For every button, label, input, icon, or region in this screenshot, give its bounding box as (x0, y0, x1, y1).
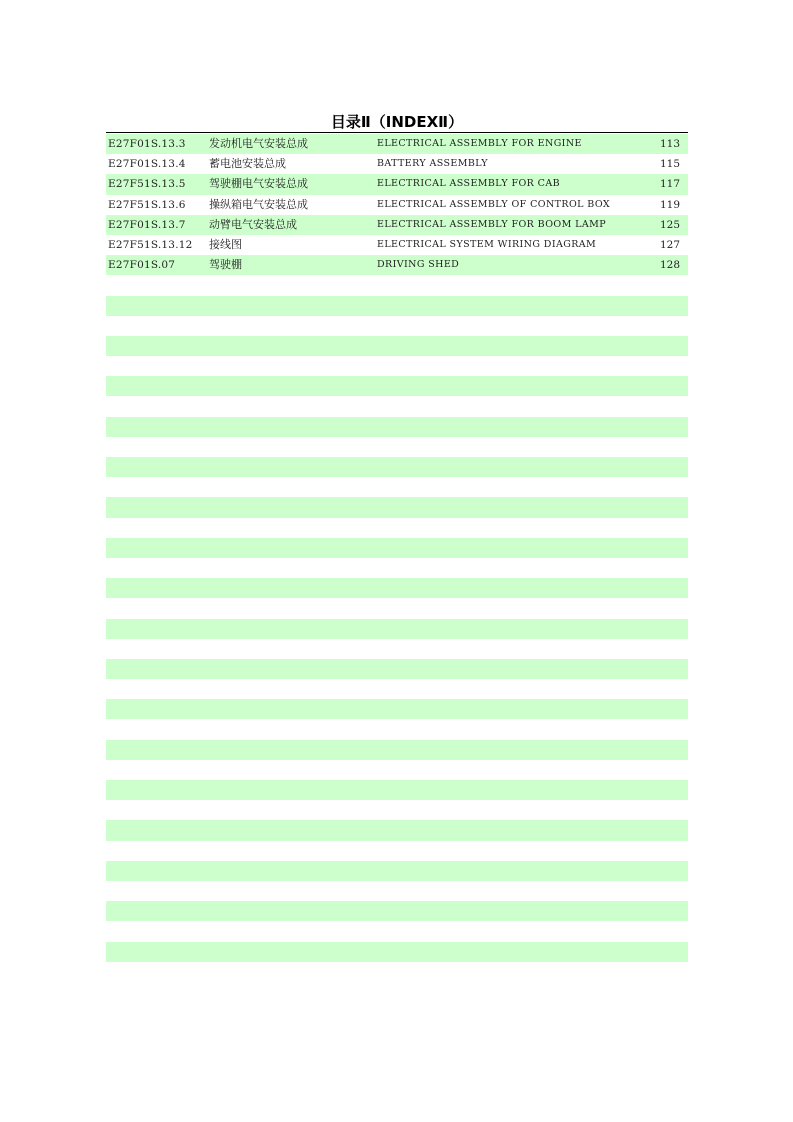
chinese-title: 操纵箱电气安装总成 (209, 197, 308, 211)
drawing-code: E27F01S.13.4 (108, 158, 186, 171)
drawing-code: E27F51S.13.12 (108, 238, 193, 251)
page-number: 119 (659, 198, 680, 211)
empty-row (106, 800, 688, 820)
table-row (106, 215, 688, 235)
english-title: ELECTRICAL ASSEMBLY FOR ENGINE (377, 138, 582, 149)
page-number: 115 (659, 158, 680, 171)
empty-row (106, 497, 688, 517)
page-number: 125 (659, 218, 680, 231)
empty-row (106, 942, 688, 962)
empty-row (106, 396, 688, 416)
english-title: ELECTRICAL ASSEMBLY FOR CAB (377, 178, 560, 190)
drawing-code: E27F01S.13.7 (108, 218, 186, 231)
empty-row (106, 437, 688, 457)
empty-row (106, 457, 688, 477)
empty-row (106, 336, 688, 356)
empty-row (106, 417, 688, 437)
empty-row (106, 861, 688, 881)
empty-row (106, 841, 688, 861)
empty-row (106, 921, 688, 941)
english-title: BATTERY ASSEMBLY (377, 158, 488, 170)
empty-row (106, 780, 688, 800)
empty-row (106, 598, 688, 618)
empty-row (106, 356, 688, 376)
drawing-code: E27F01S.07 (108, 259, 176, 272)
empty-row (106, 558, 688, 578)
table-row (106, 154, 688, 174)
english-title: DRIVING SHED (377, 259, 460, 271)
chinese-title: 动臂电气安装总成 (209, 217, 297, 231)
empty-row (106, 538, 688, 558)
drawing-code: E27F01S.13.3 (108, 138, 186, 150)
page-number: 117 (659, 178, 680, 191)
table-row (106, 174, 688, 194)
empty-row (106, 901, 688, 921)
table-row (106, 195, 688, 215)
empty-row (106, 679, 688, 699)
empty-row (106, 275, 688, 295)
drawing-code: E27F51S.13.6 (108, 198, 186, 211)
chinese-title: 驾驶棚电气安装总成 (209, 177, 308, 191)
empty-row (106, 619, 688, 639)
drawing-code: E27F51S.13.5 (108, 178, 186, 191)
table-row (106, 255, 688, 275)
title-divider (106, 132, 688, 133)
page-number: 113 (659, 138, 680, 150)
empty-row (106, 659, 688, 679)
chinese-title: 接线图 (209, 237, 242, 251)
empty-row (106, 760, 688, 780)
empty-row (106, 578, 688, 598)
chinese-title: 发动机电气安装总成 (209, 137, 308, 150)
empty-row (106, 881, 688, 901)
page-number: 127 (659, 238, 680, 251)
table-row (106, 134, 688, 154)
empty-row (106, 477, 688, 497)
chinese-title: 驾驶棚 (209, 258, 242, 272)
empty-row (106, 518, 688, 538)
english-title: ELECTRICAL SYSTEM WIRING DIAGRAM (377, 238, 597, 250)
english-title: ELECTRICAL ASSEMBLY FOR BOOM LAMP (377, 218, 607, 230)
empty-row (106, 296, 688, 316)
empty-row (106, 820, 688, 840)
empty-row (106, 639, 688, 659)
empty-row (106, 740, 688, 760)
empty-row (106, 316, 688, 336)
table-row (106, 235, 688, 255)
page-number: 128 (659, 259, 680, 272)
empty-row (106, 719, 688, 739)
index-table (106, 134, 688, 962)
empty-row (106, 376, 688, 396)
empty-row (106, 699, 688, 719)
english-title: ELECTRICAL ASSEMBLY OF CONTROL BOX (377, 198, 611, 210)
page-title: 目录Ⅱ（INDEXⅡ） (330, 113, 464, 131)
chinese-title: 蓄电池安装总成 (209, 157, 286, 171)
